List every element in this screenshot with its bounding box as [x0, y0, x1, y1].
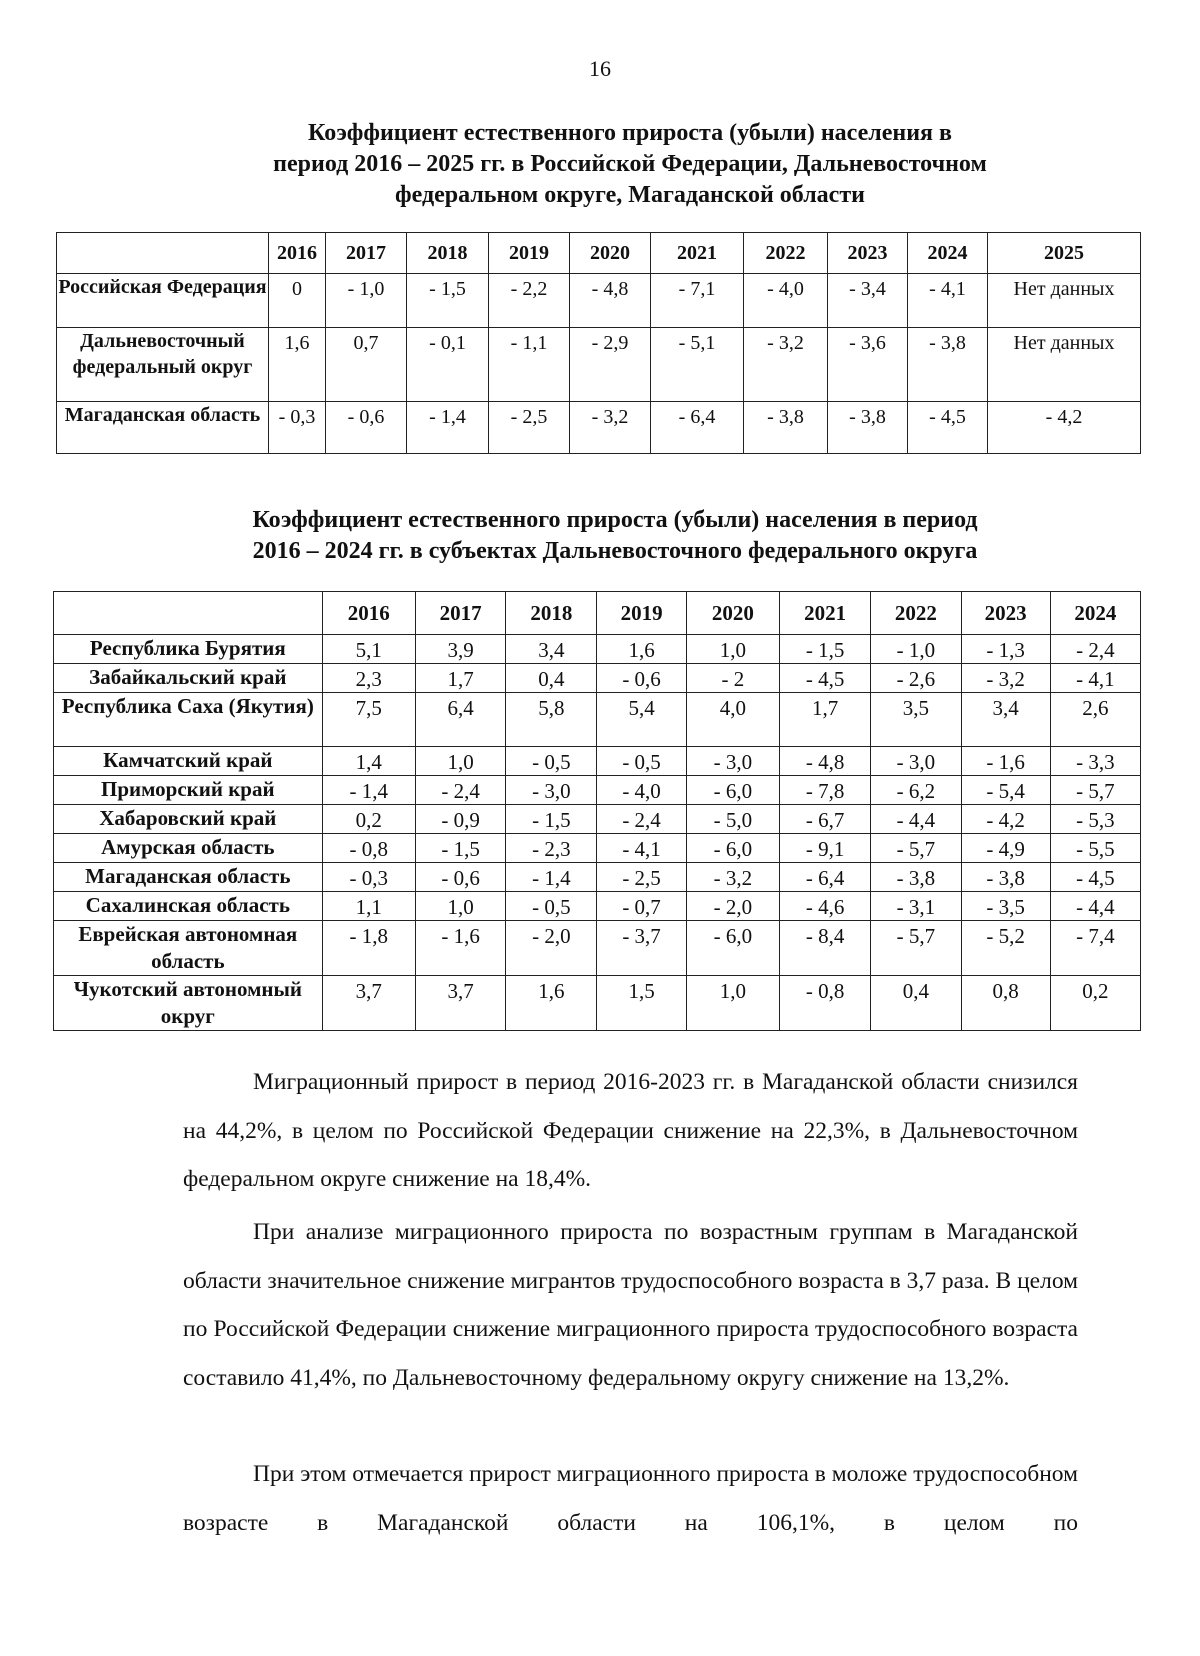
table-cell: - 0,7 [597, 892, 686, 921]
table-cell: - 4,4 [1050, 892, 1140, 921]
year-header: 2020 [686, 592, 779, 635]
table-cell: - 3,5 [961, 892, 1050, 921]
table-cell: - 3,0 [871, 747, 961, 776]
table-cell: 0,4 [871, 976, 961, 1031]
table2-title-line: 2016 – 2024 гг. в субъектах Дальневосточного федерального округа [252, 538, 978, 564]
table-cell: - 6,2 [871, 776, 961, 805]
table-cell: - 6,4 [651, 402, 744, 454]
table-cell: 3,7 [415, 976, 505, 1031]
table-cell: - 3,8 [828, 402, 908, 454]
year-header: 2018 [506, 592, 597, 635]
table-cell: - 1,0 [326, 274, 407, 328]
table-cell: - 4,2 [961, 805, 1050, 834]
table-cell: - 1,5 [407, 274, 489, 328]
table-cell: - 3,8 [961, 863, 1050, 892]
table-cell: - 2,5 [489, 402, 570, 454]
row-label: Еврейская автономная область [54, 921, 323, 976]
year-header: 2019 [489, 233, 570, 274]
table-cell: 3,5 [871, 693, 961, 747]
table-cell: 1,0 [686, 976, 779, 1031]
table-cell: - 0,5 [506, 747, 597, 776]
table-cell: - 4,0 [744, 274, 828, 328]
table-cell: - 0,6 [597, 664, 686, 693]
year-header: 2022 [744, 233, 828, 274]
table-cell: - 3,0 [506, 776, 597, 805]
row-label: Чукотский автономный округ [54, 976, 323, 1031]
table-cell: 1,4 [322, 747, 415, 776]
table-cell: - 5,4 [961, 776, 1050, 805]
table-cell: 1,0 [415, 747, 505, 776]
table-cell: - 7,1 [651, 274, 744, 328]
table-cell: 3,4 [961, 693, 1050, 747]
table-header-row [57, 233, 1141, 274]
natural-growth-table-rf [56, 232, 1141, 454]
table-cell: - 5,7 [871, 921, 961, 976]
table-cell: - 2,4 [415, 776, 505, 805]
table-cell: - 5,0 [686, 805, 779, 834]
year-header: 2024 [908, 233, 988, 274]
row-label: Хабаровский край [54, 805, 323, 834]
table-cell: - 2,5 [597, 863, 686, 892]
table-cell: - 3,3 [1050, 747, 1140, 776]
table-cell: - 2,2 [489, 274, 570, 328]
paragraph-text: Миграционный прирост в период 2016-2023 гг. в Магаданской области снизился на 44,2%, в целом по Российской Федерации снижение на 22,3%, в Дальневосточном федеральном округе снижение на 18,4%. [183, 1069, 1078, 1192]
paragraph-text: При анализе миграционного прироста по возрастным группам в Магаданской области значительное снижение мигрантов трудоспособного возраста в 3,7 раза. В целом по Российской Федерации снижение миграционного прироста трудоспособного возраста составило 41,4%, по Дальневосточному федеральному округу снижение на 13,2%. [183, 1219, 1078, 1391]
table-cell: - 6,4 [780, 863, 871, 892]
table-row [54, 664, 1141, 693]
table-cell: - 0,6 [326, 402, 407, 454]
table-cell: - 4,5 [908, 402, 988, 454]
table-cell: 3,7 [322, 976, 415, 1031]
table-cell: 0,2 [1050, 976, 1140, 1031]
table-cell: - 5,1 [651, 328, 744, 402]
table-cell: 5,8 [506, 693, 597, 747]
table-cell: 0,8 [961, 976, 1050, 1031]
paragraph-age-groups [183, 1208, 1078, 1402]
table-cell: - 6,7 [780, 805, 871, 834]
year-header: 2021 [651, 233, 744, 274]
table-cell: - 3,6 [828, 328, 908, 402]
table-cell: 2,3 [322, 664, 415, 693]
table-row [54, 693, 1141, 747]
table-row [54, 976, 1141, 1031]
table-cell: 5,4 [597, 693, 686, 747]
table-cell: - 0,1 [407, 328, 489, 402]
table-row [54, 863, 1141, 892]
table-cell: - 3,0 [686, 747, 779, 776]
table-cell: - 0,9 [415, 805, 505, 834]
year-header: 2023 [961, 592, 1050, 635]
table-cell: - 1,5 [506, 805, 597, 834]
year-header: 2021 [780, 592, 871, 635]
table-cell: - 4,4 [871, 805, 961, 834]
table-cell: Нет данных [988, 328, 1141, 402]
table-row [54, 921, 1141, 976]
table2-title [150, 505, 1080, 567]
year-header: 2017 [415, 592, 505, 635]
table-cell: - 4,5 [780, 664, 871, 693]
table-cell: - 6,0 [686, 834, 779, 863]
page-number: 16 [589, 56, 611, 81]
table-cell: 1,0 [686, 635, 779, 664]
table-cell: 1,5 [597, 976, 686, 1031]
table-cell: 1,7 [780, 693, 871, 747]
table-cell: - 1,0 [871, 635, 961, 664]
table-cell: 0,4 [506, 664, 597, 693]
table-cell: - 2,4 [1050, 635, 1140, 664]
year-header: 2025 [988, 233, 1141, 274]
table-cell: - 6,0 [686, 776, 779, 805]
table-cell: - 2,4 [597, 805, 686, 834]
row-label: Магаданская область [57, 402, 269, 454]
year-header: 2016 [269, 233, 326, 274]
table-cell: - 4,1 [908, 274, 988, 328]
table-cell: - 4,0 [597, 776, 686, 805]
table-cell: - 4,1 [597, 834, 686, 863]
header-corner [57, 233, 269, 274]
paragraph-young-age [183, 1450, 1078, 1547]
table-cell: 1,6 [506, 976, 597, 1031]
table-cell: - 2,6 [871, 664, 961, 693]
table-cell: - 3,4 [828, 274, 908, 328]
table-cell: - 1,3 [961, 635, 1050, 664]
table-cell: - 0,3 [269, 402, 326, 454]
year-header: 2019 [597, 592, 686, 635]
table-row [54, 892, 1141, 921]
table-cell: - 3,8 [744, 402, 828, 454]
table-cell: - 3,8 [871, 863, 961, 892]
table-cell: - 3,8 [908, 328, 988, 402]
table-row [54, 834, 1141, 863]
row-label: Камчатский край [54, 747, 323, 776]
table-cell: Нет данных [988, 274, 1141, 328]
table-cell: - 3,2 [961, 664, 1050, 693]
table-row [54, 635, 1141, 664]
paragraph-text: При этом отмечается прирост миграционного прироста в моложе трудоспособном возрасте в Магаданской области на 106,1%, в целом по [183, 1461, 1078, 1536]
table-cell: 2,6 [1050, 693, 1140, 747]
year-header: 2023 [828, 233, 908, 274]
table-cell: - 4,8 [570, 274, 651, 328]
year-header: 2018 [407, 233, 489, 274]
table-cell: - 1,4 [506, 863, 597, 892]
table-cell: - 5,5 [1050, 834, 1140, 863]
table-cell: 1,0 [415, 892, 505, 921]
table-cell: - 0,8 [322, 834, 415, 863]
table-cell: - 5,7 [1050, 776, 1140, 805]
row-label: Амурская область [54, 834, 323, 863]
table-cell: - 0,6 [415, 863, 505, 892]
table-cell: - 1,5 [415, 834, 505, 863]
table-cell: - 4,5 [1050, 863, 1140, 892]
table-row [57, 402, 1141, 454]
table-header-row [54, 592, 1141, 635]
table-cell: 7,5 [322, 693, 415, 747]
row-label: Республика Саха (Якутия) [54, 693, 323, 747]
table-cell: - 3,7 [597, 921, 686, 976]
table-cell: - 2,0 [686, 892, 779, 921]
table-cell: 3,4 [506, 635, 597, 664]
table-cell: - 0,5 [597, 747, 686, 776]
row-label: Дальневосточный федеральный округ [57, 328, 269, 402]
table-cell: - 1,1 [489, 328, 570, 402]
table1-title-line: период 2016 – 2025 гг. в Российской Федерации, Дальневосточном [273, 151, 987, 177]
table-cell: - 4,8 [780, 747, 871, 776]
table-cell: - 0,3 [322, 863, 415, 892]
table-cell: - 2,9 [570, 328, 651, 402]
year-header: 2022 [871, 592, 961, 635]
table-cell: - 0,5 [506, 892, 597, 921]
table-cell: 1,6 [269, 328, 326, 402]
table-cell: - 5,2 [961, 921, 1050, 976]
table-row [54, 776, 1141, 805]
table2-title-line: Коэффициент естественного прироста (убыли) населения в период [252, 507, 978, 533]
table-cell: 3,9 [415, 635, 505, 664]
table1-title [180, 118, 1080, 211]
table-cell: - 8,4 [780, 921, 871, 976]
table-cell: - 0,8 [780, 976, 871, 1031]
table-cell: - 9,1 [780, 834, 871, 863]
table-cell: - 3,2 [686, 863, 779, 892]
year-header: 2024 [1050, 592, 1140, 635]
table-cell: 0,7 [326, 328, 407, 402]
table-cell: 4,0 [686, 693, 779, 747]
row-label: Российская Федерация [57, 274, 269, 328]
table-cell: - 5,3 [1050, 805, 1140, 834]
table1-title-line: федеральном округе, Магаданской области [395, 182, 865, 208]
table-cell: 6,4 [415, 693, 505, 747]
row-label: Приморский край [54, 776, 323, 805]
table-cell: - 2,3 [506, 834, 597, 863]
table-cell: 1,6 [597, 635, 686, 664]
table-cell: - 4,2 [988, 402, 1141, 454]
table-cell: - 1,4 [407, 402, 489, 454]
table-cell: - 7,4 [1050, 921, 1140, 976]
table-cell: 5,1 [322, 635, 415, 664]
table-cell: 1,1 [322, 892, 415, 921]
table-cell: - 1,6 [961, 747, 1050, 776]
header-corner [54, 592, 323, 635]
table-cell: - 3,1 [871, 892, 961, 921]
table-cell: 0 [269, 274, 326, 328]
table-cell: - 7,8 [780, 776, 871, 805]
year-header: 2016 [322, 592, 415, 635]
table-cell: - 5,7 [871, 834, 961, 863]
table-cell: - 6,0 [686, 921, 779, 976]
row-label: Магаданская область [54, 863, 323, 892]
row-label: Сахалинская область [54, 892, 323, 921]
table-cell: - 4,6 [780, 892, 871, 921]
table-row [54, 747, 1141, 776]
table-cell: - 1,4 [322, 776, 415, 805]
table-cell: - 1,5 [780, 635, 871, 664]
table-row [57, 328, 1141, 402]
table-cell: - 1,6 [415, 921, 505, 976]
table1-title-line: Коэффициент естественного прироста (убыли) населения в [308, 120, 952, 146]
table-cell: - 2 [686, 664, 779, 693]
row-label: Забайкальский край [54, 664, 323, 693]
row-label: Республика Бурятия [54, 635, 323, 664]
table-row [57, 274, 1141, 328]
table-cell: - 1,8 [322, 921, 415, 976]
table-cell: - 2,0 [506, 921, 597, 976]
natural-growth-table-dfo-subjects [53, 591, 1141, 1031]
paragraph-migration-growth [183, 1058, 1078, 1204]
table-cell: 0,2 [322, 805, 415, 834]
table-row [54, 805, 1141, 834]
year-header: 2020 [570, 233, 651, 274]
table-cell: 1,7 [415, 664, 505, 693]
year-header: 2017 [326, 233, 407, 274]
table-cell: - 4,9 [961, 834, 1050, 863]
table-cell: - 3,2 [570, 402, 651, 454]
table-cell: - 4,1 [1050, 664, 1140, 693]
table-cell: - 3,2 [744, 328, 828, 402]
